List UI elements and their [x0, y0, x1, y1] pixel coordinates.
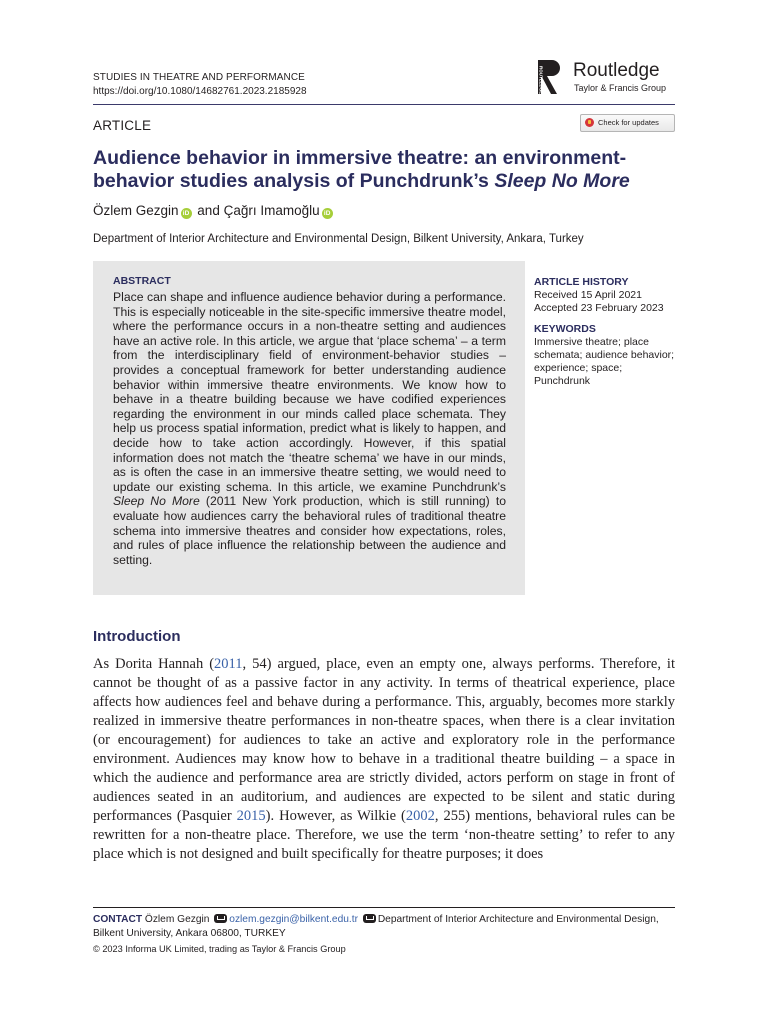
- section-heading-introduction: Introduction: [93, 628, 181, 645]
- keywords-heading: KEYWORDS: [534, 323, 596, 335]
- title-italic: Sleep No More: [494, 170, 630, 192]
- header-rule: [93, 104, 675, 105]
- publisher-sub: Taylor & Francis Group: [574, 83, 667, 93]
- doi-link[interactable]: https://doi.org/10.1080/14682761.2023.2185928: [93, 86, 307, 97]
- keywords-text: Immersive theatre; place schemata; audience behavior; experience; space; Punchdrunk: [534, 336, 675, 387]
- abstract-box: [93, 261, 525, 595]
- abstract-heading: ABSTRACT: [113, 275, 171, 287]
- orcid-icon[interactable]: iD: [181, 208, 192, 219]
- orcid-icon[interactable]: iD: [322, 208, 333, 219]
- crossmark-icon: [585, 118, 594, 127]
- accepted-date: Accepted 23 February 2023: [534, 302, 664, 314]
- contact-info: [93, 913, 683, 940]
- address-icon: [363, 914, 376, 923]
- routledge-mark-text: ROUTLEDGE: [538, 66, 544, 95]
- citation-link[interactable]: 2015: [236, 808, 266, 825]
- contact-label: CONTACT: [93, 914, 143, 925]
- abstract-italic: Sleep No More: [113, 494, 200, 509]
- abstract-part-2: (2011 New York production, which is still running) to evaluate how audiences carry the behavioral rules of traditional theatre schema into immersive theatres and consider how expectations, roles, and rules of place influence the relationship between the audience and setting.: [113, 494, 506, 567]
- routledge-logo-icon: [537, 58, 563, 96]
- citation-link[interactable]: 2002: [405, 808, 435, 825]
- affiliation: Department of Interior Architecture and Environmental Design, Bilkent University, Ankara, Turkey: [93, 233, 584, 245]
- title-main: Audience behavior in immersive theatre: an environment-behavior studies analysis of Punchdrunk’s: [93, 147, 627, 192]
- publisher-name: Routledge: [573, 60, 660, 81]
- routledge-logo: [537, 58, 677, 98]
- contact-address: Department of Interior Architecture and Environmental Design, Bilkent University, Ankara 06800, TURKEY: [93, 914, 659, 939]
- article-title: [93, 147, 683, 193]
- intro-text: , 54) argued, place, even an empty one, always performs. Therefore, it cannot be thought of as a passive factor in any activity. In terms of theatrical experience, place affects how audiences feel and behave during a performance. This, arguably, becomes more starkly realized in immersive theatre performances in non-theatre spaces, when there is a clear invitation (or encouragement) for audiences to take an active and exploratory role in the performance environment. Audiences may know how to behave in a traditional theatre building – a space in which the audience and performance area are strictly divided, actors perform on stage in front of audiences seated in an auditorium, and audiences are expected to be silent and static during performances (Pasquier: [93, 656, 675, 825]
- article-type-label: ARTICLE: [93, 118, 152, 133]
- keywords: [534, 323, 679, 388]
- check-updates-button[interactable]: [580, 114, 675, 132]
- article-history: [534, 276, 679, 315]
- citation-link[interactable]: 2011: [214, 656, 243, 672]
- email-icon: [214, 914, 227, 923]
- introduction-body: [93, 655, 675, 865]
- copyright-notice: © 2023 Informa UK Limited, trading as Taylor & Francis Group: [93, 944, 346, 954]
- contact-name: Özlem Gezgin: [144, 914, 210, 925]
- intro-text: As Dorita Hannah (: [93, 656, 215, 672]
- abstract-text: [113, 290, 506, 567]
- article-sidebar: [534, 276, 679, 396]
- intro-text: ). However, as Wilkie (: [265, 808, 406, 825]
- author-1[interactable]: Özlem Gezgin: [93, 203, 179, 218]
- intro-text: , 255) mentions, behavioral rules can be rewritten for a non-theatre place. Therefore, we use the term ‘non-theatre setting’ to refer to any place which is not designed and built specifically for theatre purposes; it does: [93, 808, 675, 863]
- received-date: Received 15 April 2021: [534, 289, 642, 301]
- abstract-part-1: Place can shape and influence audience behavior during a performance. This is especially noticeable in the site-specific immersive theatre model, where the performance occurs in a non-theatre setting and audiences have an active role. In this article, we argue that ‘place schema’ – a term from the interdisciplinary field of environment-behavior studies – provides a conceptual framework for better understanding audience behavior within immersive theatre environments. We know how to behave in a theatre building because we have codified experiences regarding the environment in our minds called place schemata. They help us process spatial information, predict what is likely to happen, and decide how to take action accordingly. However, if this spatial information does not match the ‘theatre schema’ we have in our minds, as is often the case in an immersive theatre setting, we would need to update our existing schema. In this article, we examine Punchdrunk’s: [113, 290, 506, 494]
- footnote-rule: [93, 907, 675, 908]
- contact-email-link[interactable]: ozlem.gezgin@bilkent.edu.tr: [229, 914, 358, 925]
- history-heading: ARTICLE HISTORY: [534, 276, 629, 288]
- author-list: [93, 203, 335, 219]
- author-2[interactable]: Çağrı Imamoğlu: [223, 203, 320, 218]
- journal-name: STUDIES IN THEATRE AND PERFORMANCE: [93, 72, 305, 83]
- check-updates-label: Check for updates: [598, 118, 659, 127]
- author-joiner: and: [197, 203, 220, 218]
